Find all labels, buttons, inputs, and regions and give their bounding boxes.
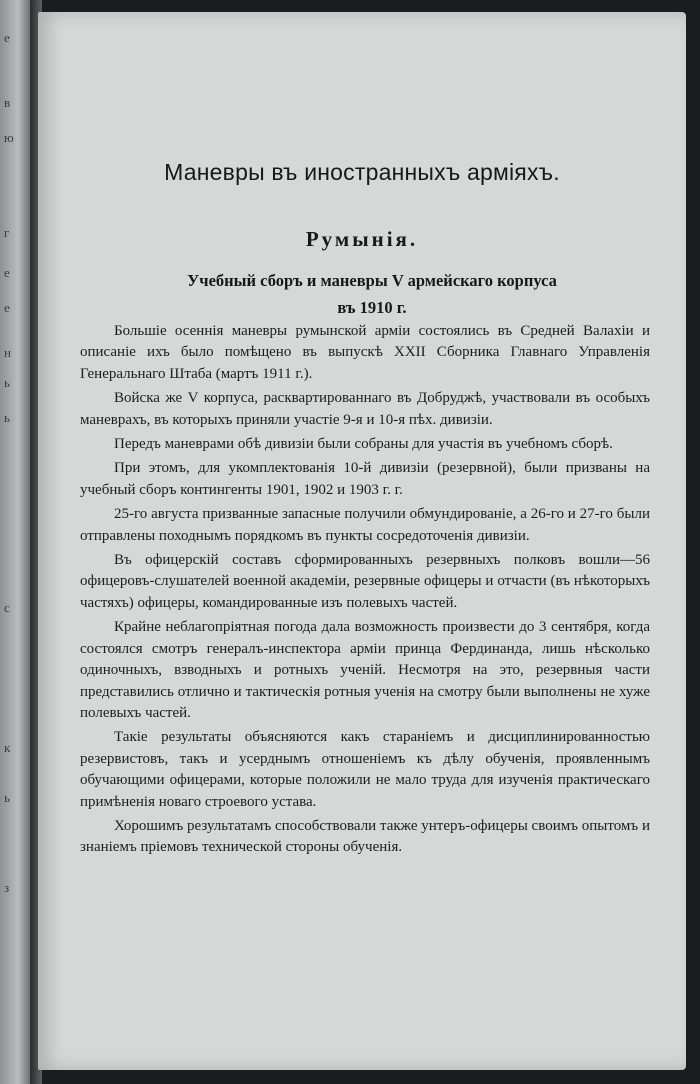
body-text — [80, 321, 650, 862]
paragraph: Передъ маневрами обѣ дивизіи были собраны для участія въ учебномъ сборѣ. — [114, 436, 613, 453]
page-fragment: к — [4, 740, 11, 755]
paragraph: 25-го августа призванные запасные получили обмундированіе, а 26-го и 27-го были отправлены походнымъ порядкомъ въ пункты сосредоточенія дивизіи. — [80, 506, 650, 544]
paragraph: Крайне неблагопріятная погода дала возможность произвести до 3 сентября, когда состоялся смотръ генералъ-инспектора арміи принца Фердинанда, лишь нѣсколько одиночныхъ, взводныхъ и ротныхъ ученій. Несмотря на это, резервныя части представились отлично и тактическія ротныя ученія на смотру были выполнены не хуже полевыхъ частей. — [80, 619, 650, 721]
page-fragment: е — [4, 300, 10, 315]
page-fragment: е — [4, 265, 10, 280]
page-fragment: в — [4, 95, 11, 110]
paragraph: Такіе результаты объясняются какъ стараніемъ и дисциплинированностью резервистовъ, такъ и усерднымъ отношеніемъ къ дѣлу обученія, проявленнымъ обучающими офицерами, которые положили не мало труда для изученія практическаго примѣненія новаго строевого устава. — [80, 729, 650, 810]
paragraph: Хорошимъ результатамъ способствовали также унтеръ-офицеры своимъ опытомъ и знаніемъ пріемовъ технической стороны обученія. — [80, 817, 650, 856]
page-fragment: с — [4, 600, 10, 615]
section-heading: Румынія. — [305, 227, 419, 251]
paragraph: Войска же V корпуса, расквартированнаго въ Добруджѣ, участвовали въ особыхъ маневрахъ, въ которыхъ приняли участіе 9-я и 10-я пѣх. дивизіи. — [80, 390, 650, 428]
page-fragment: е — [4, 30, 10, 45]
book-page — [38, 12, 686, 1070]
paragraph: При этомъ, для укомплектованія 10-й дивизіи (резервной), были призваны на учебный сборъ контингенты 1901, 1902 и 1903 г. г. — [80, 460, 650, 498]
paragraph: Большіе осеннія маневры румынской арміи состоялись въ Средней Валахіи и описаніе ихъ было помѣщено въ выпускѣ XXII Сборника Главнаго Управленія Генеральнаго Штаба (мартъ 1911 г.). — [80, 323, 650, 382]
adjacent-page-edge — [0, 0, 30, 1084]
subsection-heading — [78, 267, 666, 321]
page-fragment: ь — [4, 375, 10, 390]
page-fragment: н — [4, 345, 11, 360]
page-fragment: ь — [4, 790, 10, 805]
page-fragment: г — [4, 225, 10, 240]
page-fragment: ь — [4, 410, 10, 425]
subtitle-line: Учебный сборъ и маневры V армейскаго корпуса — [187, 271, 557, 290]
page-fragment: з — [4, 880, 10, 895]
subtitle-line: въ 1910 г. — [337, 298, 407, 317]
page-fragment: ю — [4, 130, 14, 145]
chapter-title: Маневры въ иностранныхъ арміяхъ. — [164, 159, 560, 185]
paragraph: Въ офицерскій составъ сформированныхъ резервныхъ полковъ вошли—56 офицеровъ-слушателей военной академіи, резервные офицеры и отчасти (въ нѣкоторыхъ частяхъ) офицеры, командированные изъ полевыхъ частей. — [80, 552, 650, 611]
